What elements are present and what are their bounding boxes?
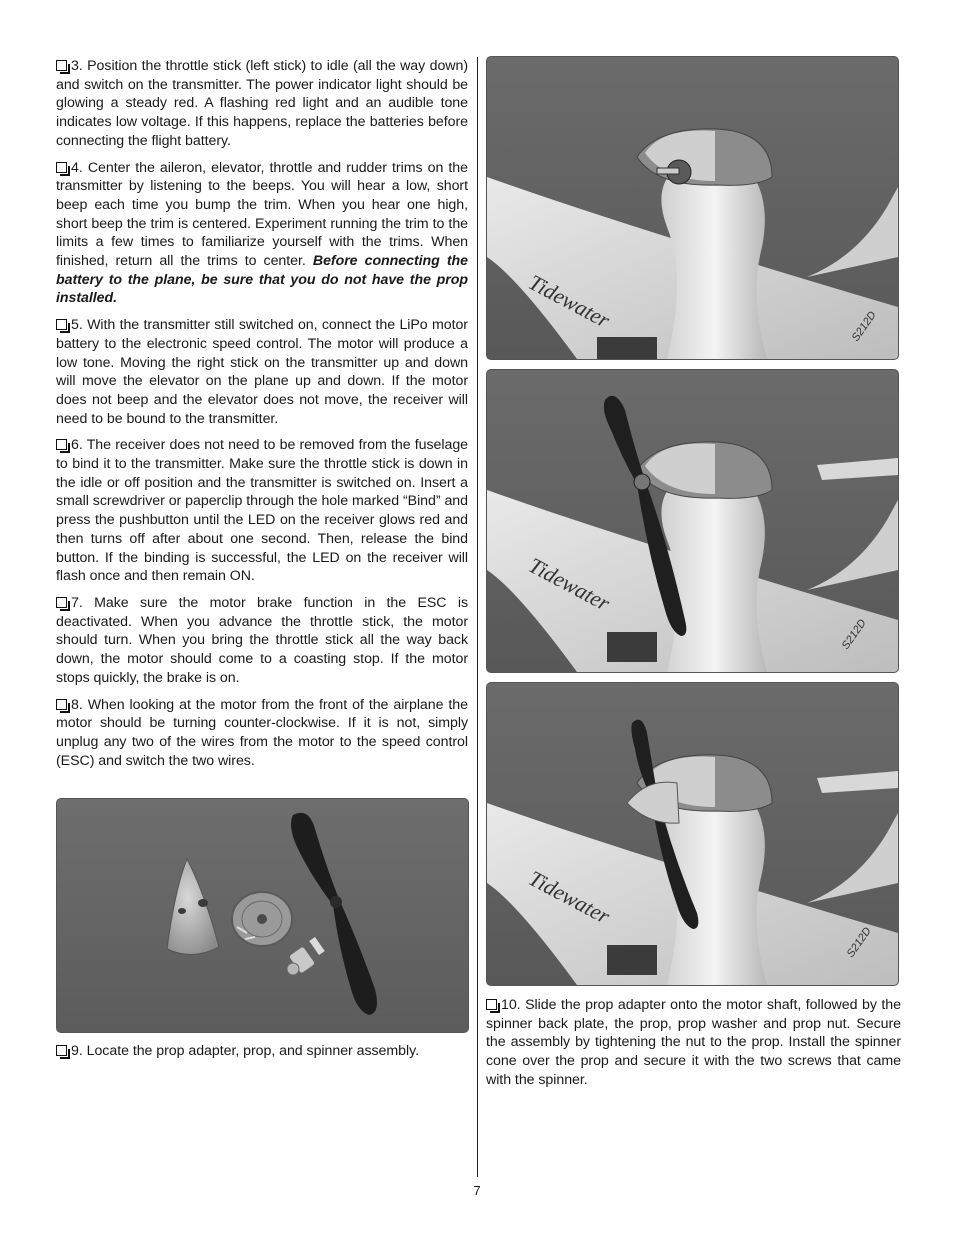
page-number: 7 — [473, 1183, 481, 1198]
registration-mark: S212D — [844, 925, 874, 960]
step-10 — [486, 996, 901, 1090]
step-7 — [56, 594, 468, 688]
checkbox-icon[interactable] — [56, 597, 67, 608]
registration-mark: S212D — [839, 617, 869, 652]
spinner-illustration — [487, 683, 898, 985]
parts-photo — [56, 798, 469, 1033]
checkbox-icon[interactable] — [56, 162, 67, 173]
left-column — [56, 57, 468, 778]
checkbox-icon[interactable] — [56, 1045, 67, 1056]
checkbox-icon[interactable] — [56, 699, 67, 710]
checkbox-icon[interactable] — [486, 999, 497, 1010]
step-8 — [56, 696, 468, 771]
step-3 — [56, 57, 468, 151]
step-9 — [56, 1042, 468, 1061]
wing-logo: Tidewater — [524, 552, 615, 616]
checkbox-icon[interactable] — [56, 439, 67, 450]
spinner-photo — [486, 682, 899, 986]
step-8-text: 8. When looking at the motor from the front of the airplane the motor should be turning counter-clockwise. If it is not, simply unplug any two of the wires from the motor to the speed control (ESC) and switch the two wires. — [56, 696, 468, 769]
step-9-text: 9. Locate the prop adapter, prop, and spinner assembly. — [71, 1043, 419, 1059]
column-divider — [477, 57, 478, 1177]
motor-photo — [486, 56, 899, 360]
prop-illustration — [487, 370, 898, 672]
prop-photo — [486, 369, 899, 673]
step-3-text: 3. Position the throttle stick (left stick) to idle (all the way down) and switch on the transmitter. The power indicator light should be glowing a steady red. A flashing red light and an audible tone indicates low voltage. If this happens, replace the batteries before connecting the flight battery. — [56, 58, 468, 149]
step-5 — [56, 316, 468, 428]
motor-illustration — [487, 57, 898, 359]
step-4 — [56, 159, 468, 309]
step-6-text: 6. The receiver does not need to be removed from the fuselage to bind it to the transmitter. Make sure the throttle stick is down in the idle or off position and the transmitter is switched on. Insert a small screwdriver or paperclip through the hole marked “Bind” and press the pushbutton until the LED on the receiver glows red and then turns off after about one second. Then, release the bind button. If the binding is successful, the LED on the receiver will flash once and then remain ON. — [56, 437, 468, 585]
step-7-text: 7. Make sure the motor brake function in the ESC is deactivated. When you advance the throttle stick, the motor should turn. When you bring the throttle stick all the way back down, the motor should come to a coasting stop. If the motor stops quickly, the brake is on. — [56, 594, 468, 686]
step-6 — [56, 436, 468, 586]
step-10-text: 10. Slide the prop adapter onto the motor shaft, followed by the spinner back plate, the prop, prop washer and prop nut. Secure the assembly by tightening the nut to the prop. Install the spinner cone over the prop and secure it with the two screws that came with the spinner. — [486, 997, 901, 1088]
registration-mark: S212D — [849, 309, 879, 344]
checkbox-icon[interactable] — [56, 60, 67, 71]
step-4-warning: Before connecting the battery to the plane, be sure that you do not have the prop installed. — [56, 253, 468, 307]
checkbox-icon[interactable] — [56, 319, 67, 330]
wing-logo: Tidewater — [524, 865, 615, 929]
parts-illustration — [57, 799, 468, 1032]
step-5-text: 5. With the transmitter still switched on, connect the LiPo motor battery to the electronic speed control. The motor will produce a low tone. Moving the right stick on the transmitter up and down will move the elevator on the plane up and down. If the motor does not beep and the elevator does not move, the receiver will need to be bound to the transmitter. — [56, 317, 468, 427]
wing-logo: Tidewater — [524, 269, 615, 333]
step-4-text: 4. Center the aileron, elevator, throttle and rudder trims on the transmitter by listening to the beeps. You will hear a low, short beep each time you bump the trim. When you hear one high, short beep the trim is centered. Experiment running the trim to the limits a few times to familiarize yourself with the trims. When finished, return all the trims to center. — [56, 159, 468, 270]
